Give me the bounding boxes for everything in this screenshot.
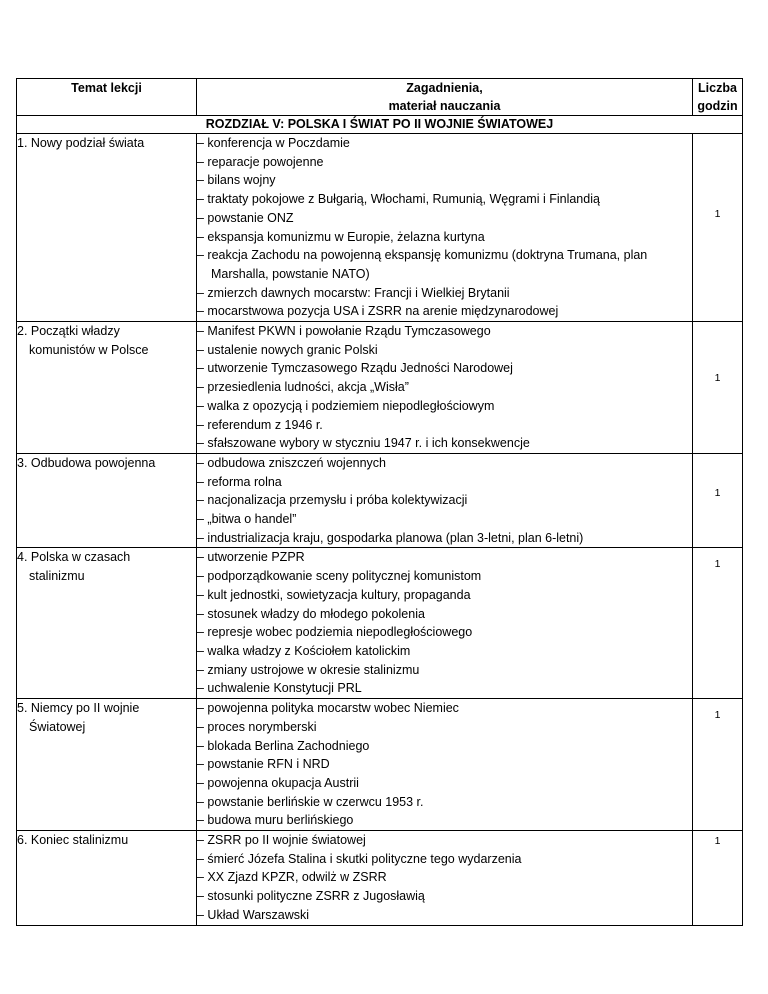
header-issues-line2: materiał nauczania — [388, 99, 501, 113]
lesson-item: – XX Zjazd KPZR, odwilż w ZSRR — [197, 870, 387, 885]
lesson-topic — [17, 548, 197, 699]
lesson-topic-line: 5. Niemcy po II wojnie — [17, 701, 140, 716]
chapter-row — [17, 116, 743, 134]
lesson-item: – traktaty pokojowe z Bułgarią, Włochami, Rumunią, Węgrami i Finlandią — [197, 192, 600, 207]
lesson-item: – przesiedlenia ludności, akcja „Wisła” — [197, 380, 409, 395]
lesson-item: – stosunek władzy do młodego pokolenia — [197, 606, 425, 621]
lesson-item: – powstanie berlińskie w czerwcu 1953 r. — [197, 794, 424, 809]
lesson-item: – referendum z 1946 r. — [197, 417, 323, 432]
lesson-item: – uchwalenie Konstytucji PRL — [197, 681, 362, 696]
lesson-item: – proces norymberski — [197, 719, 317, 734]
header-row — [17, 79, 743, 116]
lesson-item: – powstanie ONZ — [197, 210, 294, 225]
lesson-hours-value: 1 — [714, 486, 721, 499]
header-hours — [693, 79, 743, 116]
lesson-hours-value: 1 — [714, 709, 721, 722]
lesson-item: – podporządkowanie sceny politycznej komunistom — [197, 569, 482, 584]
lesson-item: – „bitwa o handel” — [197, 512, 297, 527]
lesson-item: – Układ Warszawski — [197, 907, 310, 922]
lesson-item: – powstanie RFN i NRD — [197, 757, 330, 772]
lesson-topic — [17, 134, 197, 322]
lesson-topic-line: komunistów w Polsce — [29, 342, 149, 357]
lesson-item: – walka władzy z Kościołem katolickim — [197, 643, 411, 658]
lesson-item: – powojenna okupacja Austrii — [197, 775, 359, 790]
lesson-item: – bilans wojny — [197, 173, 276, 188]
lesson-row — [17, 699, 743, 831]
lesson-topic-line: Światowej — [29, 719, 86, 734]
lesson-topic-line: stalinizmu — [29, 569, 85, 584]
header-topic: Temat lekcji — [17, 79, 197, 116]
lesson-item: – sfałszowane wybory w styczniu 1947 r. i ich konsekwencje — [197, 436, 530, 451]
lesson-items — [197, 831, 693, 926]
lesson-item: – ekspansja komunizmu w Europie, żelazna kurtyna — [197, 229, 485, 244]
chapter-title: ROZDZIAŁ V: POLSKA I ŚWIAT PO II WOJNIE ŚWIATOWEJ — [17, 116, 743, 134]
lesson-row — [17, 453, 743, 548]
lesson-topic — [17, 831, 197, 926]
lesson-hours-value: 1 — [714, 372, 721, 385]
lesson-item: – konferencja w Poczdamie — [197, 136, 350, 150]
lesson-topic-line: 6. Koniec stalinizmu — [17, 833, 129, 848]
lesson-item: – reforma rolna — [197, 474, 282, 489]
lesson-item: – utworzenie PZPR — [197, 550, 305, 565]
lesson-topic-line: 4. Polska w czasach — [17, 550, 131, 565]
lesson-item: – ustalenie nowych granic Polski — [197, 342, 378, 357]
lesson-item: – mocarstwowa pozycja USA i ZSRR na arenie międzynarodowej — [197, 304, 559, 319]
lesson-item: – reparacje powojenne — [197, 154, 324, 169]
lesson-topic-line: 1. Nowy podział świata — [17, 136, 145, 150]
lesson-item: – blokada Berlina Zachodniego — [197, 738, 370, 753]
lesson-row — [17, 548, 743, 699]
lesson-hours-value: 1 — [714, 558, 721, 571]
lesson-item: – represje wobec podziemia niepodległościowego — [197, 625, 473, 640]
syllabus-table — [16, 78, 743, 926]
lesson-item: – zmierzch dawnych mocarstw: Francji i Wielkiej Brytanii — [197, 285, 510, 300]
lesson-item: – nacjonalizacja przemysłu i próba kolektywizacji — [197, 493, 468, 508]
header-hours-line2: godzin — [697, 99, 738, 113]
lesson-items — [197, 453, 693, 548]
lesson-row — [17, 831, 743, 926]
lesson-hours — [693, 548, 743, 699]
lesson-item: – walka z opozycją i podziemiem niepodległościowym — [197, 398, 495, 413]
lesson-items — [197, 134, 693, 322]
lesson-item: – zmiany ustrojowe w okresie stalinizmu — [197, 662, 420, 677]
lesson-topic — [17, 453, 197, 548]
lesson-items — [197, 548, 693, 699]
lesson-item: Marshalla, powstanie NATO) — [211, 266, 370, 281]
lesson-topic-line: 2. Początki władzy — [17, 324, 120, 339]
lesson-item: – utworzenie Tymczasowego Rządu Jedności Narodowej — [197, 361, 513, 376]
lesson-item: – śmierć Józefa Stalina i skutki polityczne tego wydarzenia — [197, 851, 522, 866]
lesson-hours-value: 1 — [714, 835, 721, 848]
lesson-item: – reakcja Zachodu na powojenną ekspansję komunizmu (doktryna Trumana, plan — [197, 248, 648, 263]
header-issues-line1: Zagadnienia, — [406, 81, 483, 95]
lesson-items — [197, 699, 693, 831]
lesson-hours — [693, 699, 743, 831]
lesson-item: – industrializacja kraju, gospodarka planowa (plan 3-letni, plan 6-letni) — [197, 530, 584, 545]
lesson-item: – stosunki polityczne ZSRR z Jugosławią — [197, 889, 425, 904]
lesson-items — [197, 322, 693, 454]
lesson-hours — [693, 453, 743, 548]
header-hours-line1: Liczba — [698, 81, 737, 95]
header-issues — [197, 79, 693, 116]
lesson-item: – odbudowa zniszczeń wojennych — [197, 455, 387, 470]
lesson-row — [17, 134, 743, 322]
lesson-hours-value: 1 — [714, 208, 721, 220]
lesson-hours — [693, 322, 743, 454]
lesson-item: – powojenna polityka mocarstw wobec Niemiec — [197, 701, 459, 716]
lesson-topic — [17, 699, 197, 831]
lesson-item: – ZSRR po II wojnie światowej — [197, 833, 366, 848]
lesson-item: – Manifest PKWN i powołanie Rządu Tymczasowego — [197, 324, 491, 339]
lesson-row — [17, 322, 743, 454]
lesson-hours — [693, 831, 743, 926]
lesson-item: – kult jednostki, sowietyzacja kultury, propaganda — [197, 587, 471, 602]
lesson-topic — [17, 322, 197, 454]
lesson-topic-line: 3. Odbudowa powojenna — [17, 455, 156, 470]
lesson-hours — [693, 134, 743, 322]
lesson-item: – budowa muru berlińskiego — [197, 813, 354, 828]
